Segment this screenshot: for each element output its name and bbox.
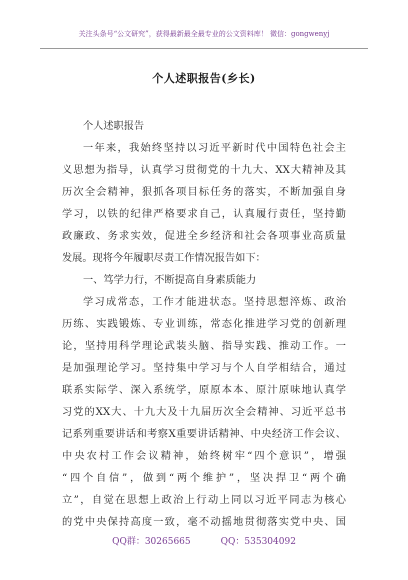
document-line: 立”，自觉在思想上政治上行动上同以习近平同志为核心	[62, 495, 346, 506]
document-line: 一、笃学力行，不断提高自身素质能力	[83, 275, 257, 286]
document-line: 学习，以铁的纪律严格要求自己，认真履行责任，坚持勤	[62, 209, 346, 220]
document-line: 个人述职报告	[83, 121, 145, 132]
footer-qq-contact: QQ：535304092	[220, 537, 296, 547]
document-line: 是加强理论学习。坚持集中学习与个人自学相结合，通过	[62, 363, 346, 374]
footer	[0, 534, 408, 547]
header-banner: 关注头条号“公文研究”，获得最新最全最专业的公文资料库！ 微信：gongwenyj	[78, 30, 330, 38]
document-line: 发展。现将今年履职尽责工作情况报告如下：	[62, 253, 266, 264]
document-line: 论，坚持用科学理论武装头脑、指导实践、推动工作。一	[62, 341, 346, 352]
document-line: 联系实际学、深入系统学，原原本本、原汁原味地认真学	[62, 385, 346, 396]
document-line: 习党的XX大、十九大及十九届历次全会精神、习近平总书	[62, 407, 346, 418]
document-body	[62, 116, 346, 534]
document-line: 记系列重要讲话和考察X重要讲话精神、中央经济工作会议、	[62, 429, 346, 440]
document-line: 一年来，我始终坚持以习近平新时代中国特色社会主	[83, 143, 346, 154]
document-line: 义思想为指导，认真学习贯彻党的十九大、XX大精神及其	[62, 165, 346, 176]
document-line: 中央农村工作会议精神，始终树牢“四个意识”，增强	[62, 451, 346, 462]
header-divider	[40, 48, 368, 49]
document-title: 个人述职报告(乡长)	[152, 72, 256, 85]
document-line: 政廉政、务求实效，促进全乡经济和社会各项事业高质量	[62, 231, 346, 242]
document-line: 的党中央保持高度一致，毫不动摇地贯彻落实党中央、国	[62, 517, 346, 528]
document-line: 历练、实践锻炼、专业训练，常态化推进学习党的创新理	[62, 319, 346, 330]
footer-qq-group: QQ群：30265665	[112, 537, 191, 547]
document-line: “四个自信”，做到“两个维护”，坚决捍卫“两个确	[62, 473, 346, 484]
document-line: 历次全会精神，狠抓各项目标任务的落实，不断加强自身	[62, 187, 346, 198]
document-line: 学习成常态，工作才能进状态。坚持思想淬炼、政治	[83, 297, 346, 308]
